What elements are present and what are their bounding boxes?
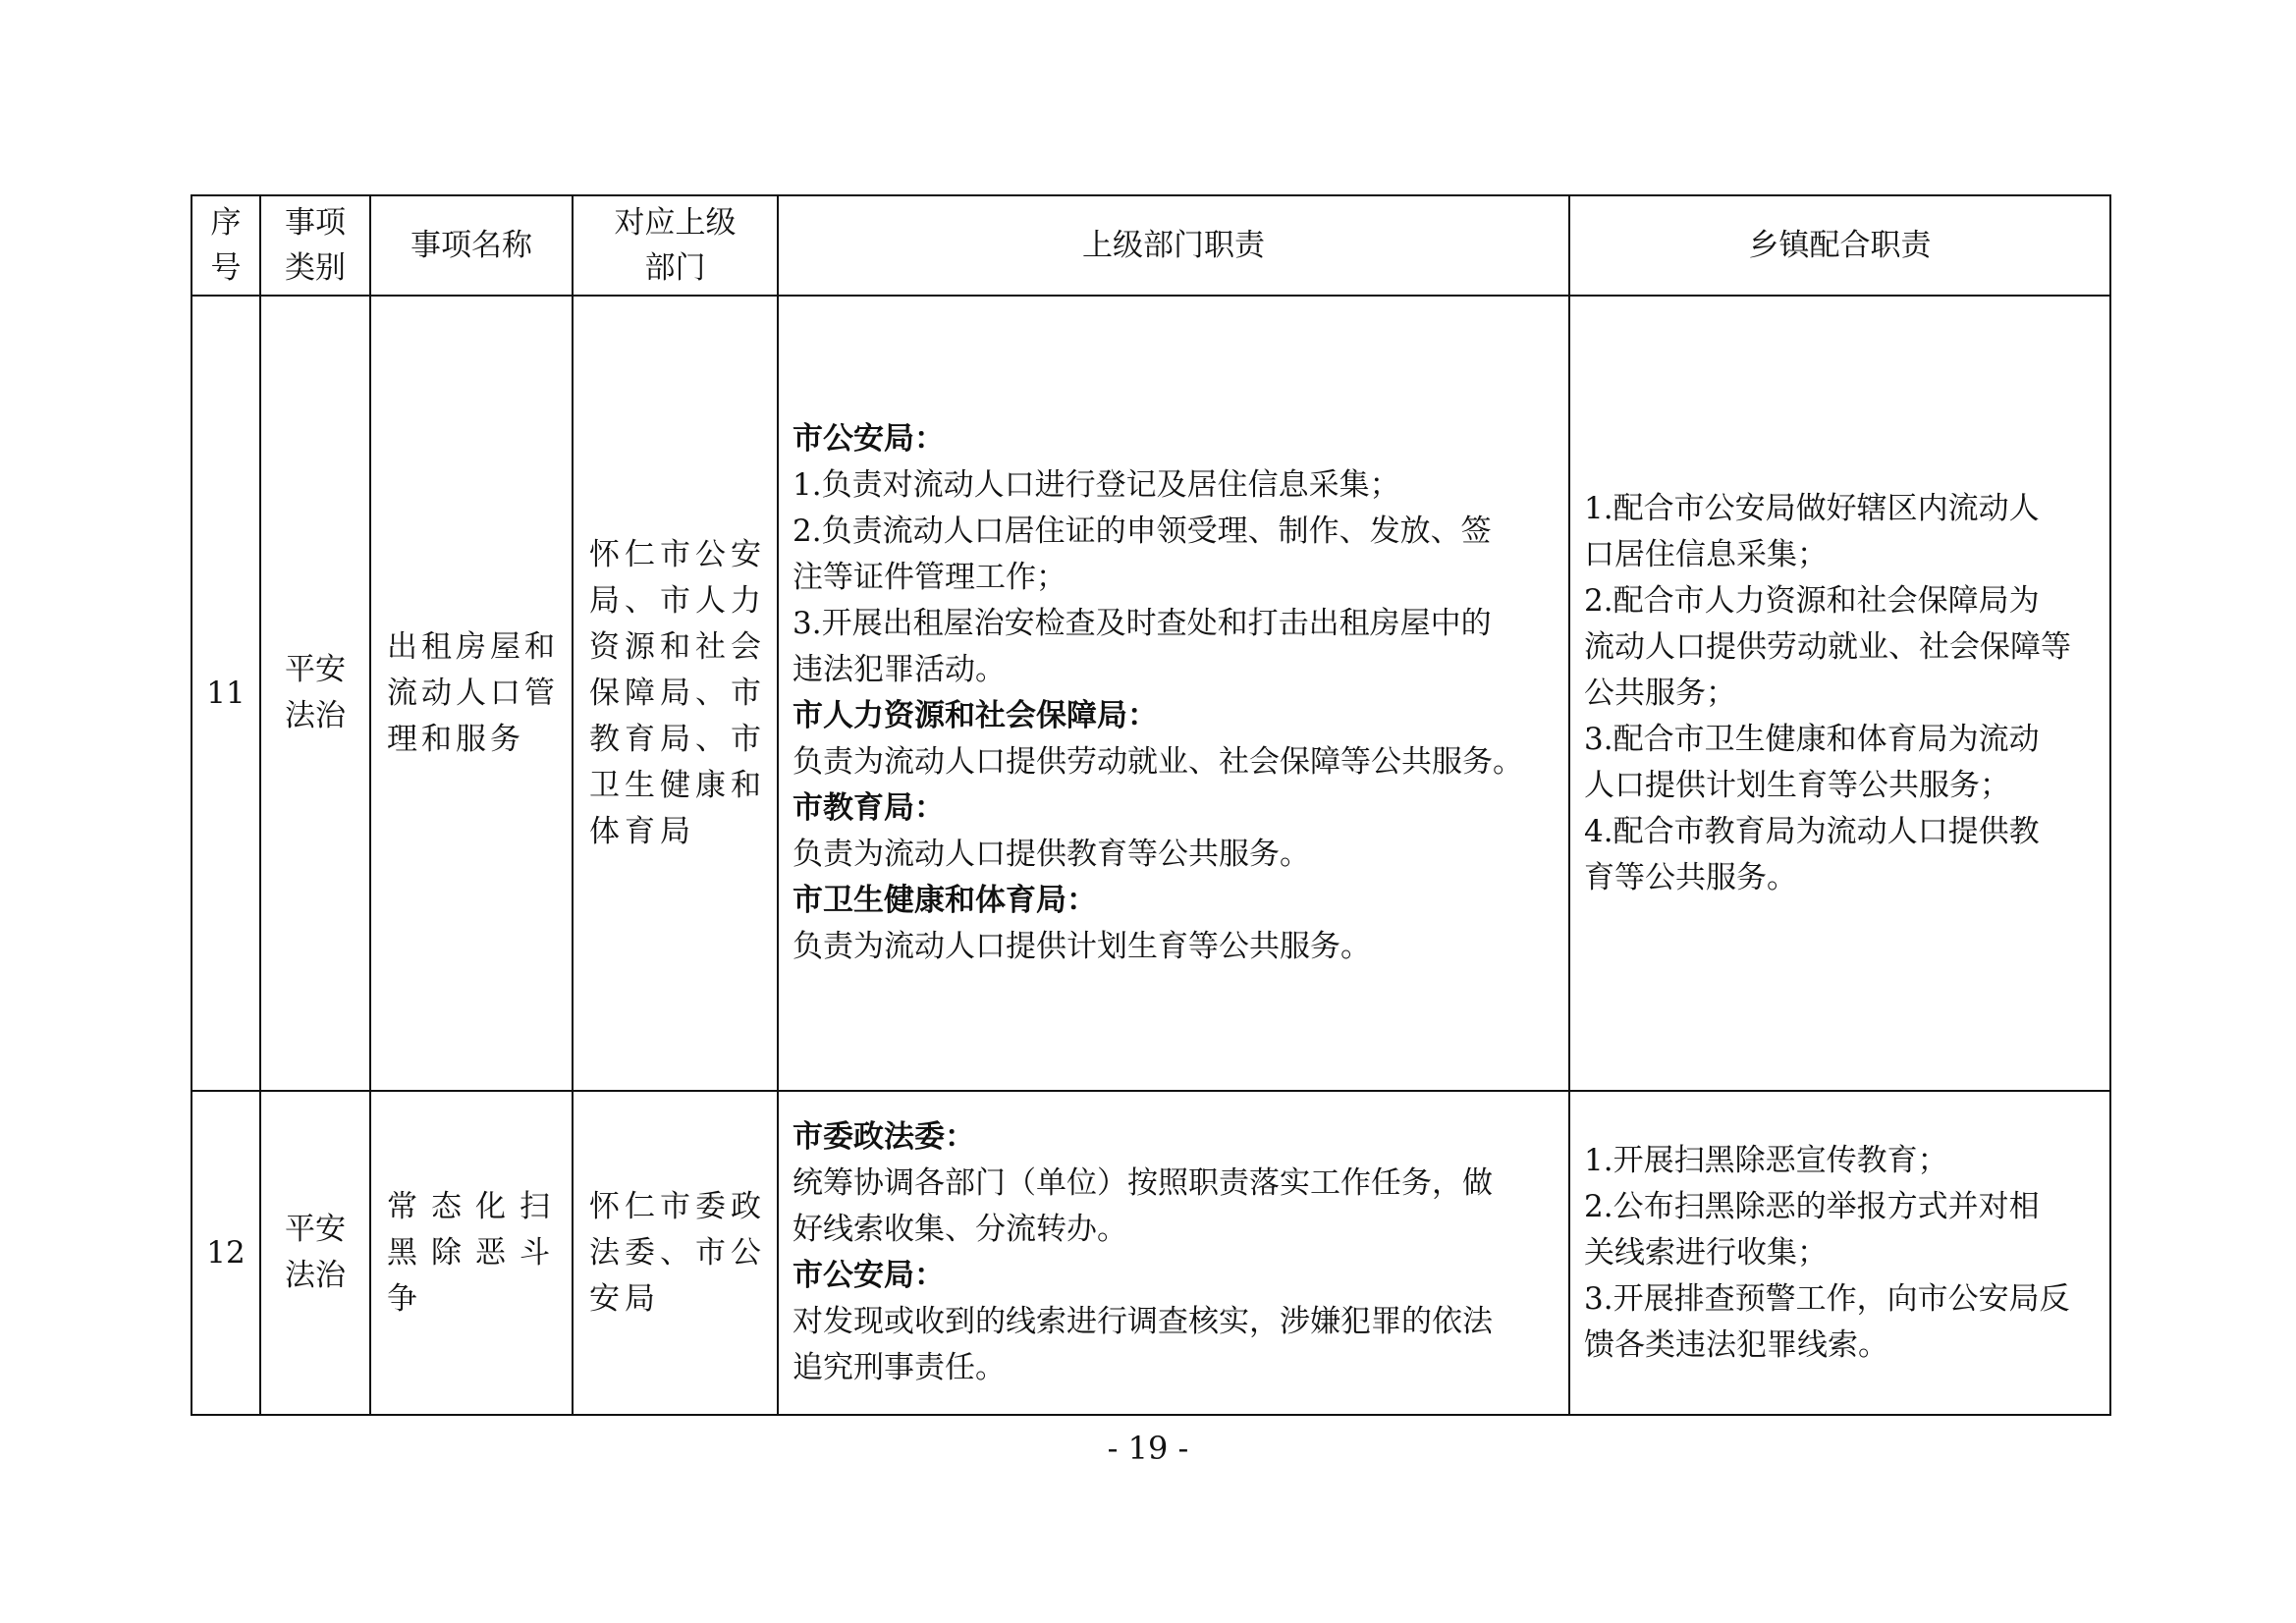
header-dept [573, 195, 778, 296]
dept-line: 局、市人力 [589, 582, 766, 619]
category-cell [260, 296, 370, 1091]
town-duty-line: 关线索进行收集； [1584, 1234, 1828, 1271]
duty-line: 3.开展出租屋治安检查及时查处和打击出租房屋中的 [793, 606, 1492, 641]
header-seq-line-2: 号 [210, 250, 242, 286]
category-line: 法治 [285, 1258, 346, 1293]
duty-dept-heading: 市公安局： [793, 421, 945, 457]
item-name-line: 理和服务 [387, 721, 524, 757]
duty-dept-heading: 市委政法委： [793, 1119, 975, 1155]
responsibility-table [191, 194, 2111, 1416]
duty-line: 统筹协调各部门（单位）按照职责落实工作任务，做 [793, 1165, 1493, 1201]
category-line: 平安 [285, 1212, 346, 1247]
header-category-line-2: 类别 [285, 250, 346, 286]
dept-line: 卫生健康和 [589, 767, 766, 803]
duty-line: 1.负责对流动人口进行登记及居住信息采集； [793, 467, 1400, 503]
table-row [191, 296, 2110, 1091]
dept-line: 资源和社会 [589, 628, 766, 665]
town-duty-cell [1569, 296, 2110, 1091]
town-duty-line: 馈各类违法犯罪线索。 [1584, 1326, 1888, 1363]
town-duty-line: 3.配合市卫生健康和体育局为流动 [1584, 721, 2040, 757]
duty-line: 追究刑事责任。 [793, 1350, 1006, 1385]
header-dept-line-1: 对应上级 [614, 205, 737, 241]
town-duty-line: 公共服务； [1584, 675, 1736, 711]
dept-cell [573, 296, 778, 1091]
duty-dept-heading: 市公安局： [793, 1258, 945, 1293]
page-number: - 19 - [1107, 1430, 1189, 1467]
header-category [260, 195, 370, 296]
header-seq [191, 195, 260, 296]
duty-line: 对发现或收到的线索进行调查核实，涉嫌犯罪的依法 [793, 1304, 1493, 1339]
header-name: 事项名称 [370, 195, 573, 296]
dept-line: 怀仁市委政 [589, 1188, 766, 1224]
dept-line: 保障局、市 [589, 675, 766, 711]
town-duty-line: 人口提供计划生育等公共服务； [1584, 767, 2010, 803]
duty-line: 违法犯罪活动。 [793, 652, 1006, 687]
duty-line: 负责为流动人口提供教育等公共服务。 [793, 837, 1310, 872]
dept-line: 体育局 [589, 813, 695, 849]
duty-dept-heading: 市教育局： [793, 790, 945, 826]
item-name-line: 出租房屋和 [387, 628, 559, 665]
header-town-duty: 乡镇配合职责 [1569, 195, 2110, 296]
header-dept-line-2: 部门 [644, 250, 706, 286]
town-duty-line: 1.开展扫黑除恶宣传教育； [1584, 1142, 1948, 1178]
town-duty-line: 育等公共服务。 [1584, 859, 1797, 895]
town-duty-line: 口居住信息采集； [1584, 536, 1828, 572]
dept-cell [573, 1091, 778, 1415]
table-row [191, 1091, 2110, 1415]
duty-dept-heading: 市卫生健康和体育局： [793, 883, 1097, 918]
duty-dept-heading: 市人力资源和社会保障局： [793, 698, 1158, 733]
item-name-line: 流动人口管 [387, 675, 559, 711]
upper-duty-cell [778, 296, 1569, 1091]
item-name-line: 常态化扫 [387, 1188, 564, 1224]
duty-line: 注等证件管理工作； [793, 560, 1066, 595]
dept-line: 法委、市公 [589, 1234, 766, 1271]
dept-line: 安局 [589, 1280, 660, 1317]
duty-line: 2.负责流动人口居住证的申领受理、制作、发放、签 [793, 514, 1492, 549]
upper-duty-cell [778, 1091, 1569, 1415]
header-category-line-1: 事项 [285, 205, 346, 241]
header-seq-line-1: 序 [210, 205, 242, 241]
seq-cell: 11 [191, 296, 260, 1091]
town-duty-line: 2.配合市人力资源和社会保障局为 [1584, 582, 2040, 619]
seq-cell: 12 [191, 1091, 260, 1415]
town-duty-line: 4.配合市教育局为流动人口提供教 [1584, 813, 2040, 849]
category-cell [260, 1091, 370, 1415]
item-name-line: 争 [387, 1280, 431, 1317]
town-duty-line: 2.公布扫黑除恶的举报方式并对相 [1584, 1188, 2040, 1224]
dept-line: 怀仁市公安 [589, 536, 766, 572]
town-duty-cell [1569, 1091, 2110, 1415]
town-duty-line: 1.配合市公安局做好辖区内流动人 [1584, 490, 2040, 526]
header-row [191, 195, 2110, 296]
dept-line: 教育局、市 [589, 721, 766, 757]
header-upper-duty: 上级部门职责 [778, 195, 1569, 296]
category-line: 平安 [285, 652, 346, 687]
item-name-line: 黑除恶斗 [387, 1234, 564, 1271]
town-duty-line: 流动人口提供劳动就业、社会保障等 [1584, 628, 2071, 665]
item-name-cell [370, 1091, 573, 1415]
category-line: 法治 [285, 698, 346, 733]
duty-line: 负责为流动人口提供劳动就业、社会保障等公共服务。 [793, 744, 1523, 780]
duty-line: 好线索收集、分流转办。 [793, 1212, 1127, 1247]
item-name-cell [370, 296, 573, 1091]
town-duty-line: 3.开展排查预警工作，向市公安局反 [1584, 1280, 2070, 1317]
duty-line: 负责为流动人口提供计划生育等公共服务。 [793, 929, 1371, 964]
